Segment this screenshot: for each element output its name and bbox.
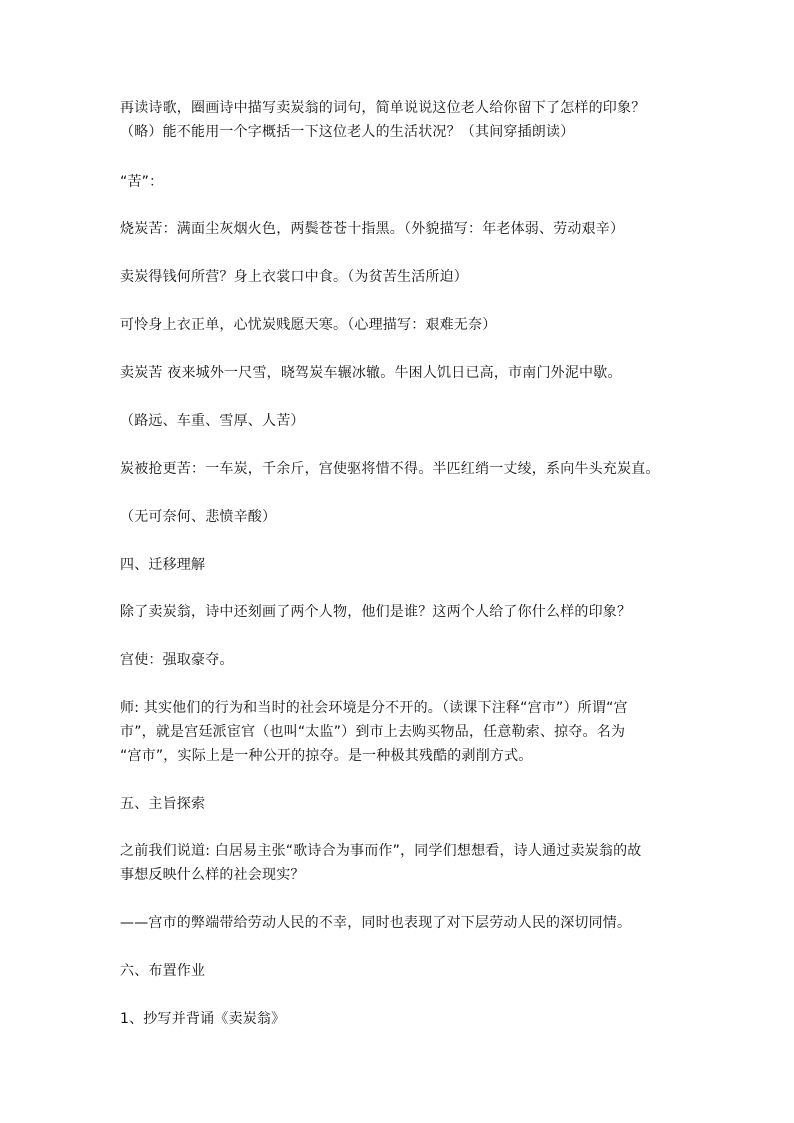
paragraph-luyuan-note: （路远、车重、雪厚、人苦） [120, 413, 305, 429]
paragraph-maitan-dechian: 卖炭得钱何所营？身上衣裳口中食。（为贫苦生活所迫） [120, 269, 468, 285]
paragraph-wuke-naihe: （无可奈何、悲愤辛酸） [120, 509, 277, 525]
paragraph-kelian-shenshang: 可怜身上衣正单，心忧炭贱愿天寒。（心理描写：艰难无奈） [120, 317, 497, 333]
homework-item-1: 1、抄写并背诵《卖炭翁》 [120, 1011, 286, 1027]
section-heading-5: 五、主旨探索 [120, 796, 206, 812]
paragraph-teacher-line-2: 市”，就是宫廷派宦官（也叫“太监”）到市上去购买物品，任意勒索、掠夺。名为 [120, 724, 626, 740]
paragraph-baijuyi-line-1: 之前我们说道: 白居易主张“歌诗合为事而作”，同学们想想看，诗人通过卖炭翁的故 [120, 843, 642, 859]
paragraph-maitan-ku: 卖炭苦 夜来城外一尺雪，晓驾炭车辗冰辙。牛困人饥日已高，市南门外泥中歇。 [120, 365, 622, 381]
paragraph-gongshi: 宫使：强取豪夺。 [120, 652, 234, 668]
paragraph-teacher-line-3: “宫市”，实际上是一种公开的掠夺。是一种极其残酷的剥削方式。 [120, 748, 533, 764]
paragraph-shaotan-ku: 烧炭苦：满面尘灰烟火色，两鬓苍苍十指黑。（外貌描写：年老体弱、劳动艰辛） [120, 221, 625, 237]
keyword-ku: “苦”： [120, 174, 164, 190]
paragraph-tan-beiqiang: 炭被抢更苦：一车炭，千余斤，宫使驱将惜不得。半匹红绡一丈绫，系向牛头充炭直。 [120, 461, 660, 477]
paragraph-reread-question: 再读诗歌，圈画诗中描写卖炭翁的词句，简单说说这位老人给你留下了怎样的印象？ [120, 100, 646, 116]
section-heading-4: 四、迁移理解 [120, 557, 206, 573]
section-heading-6: 六、布置作业 [120, 963, 206, 979]
paragraph-baijuyi-line-2: 事想反映什么样的社会现实？ [120, 867, 305, 883]
paragraph-summary-question: （略）能不能用一个字概括一下这位老人的生活状况？（其间穿插朗读） [120, 124, 575, 140]
paragraph-gongshi-bidian: ——宫市的弊端带给劳动人民的不幸，同时也表现了对下层劳动人民的深切同情。 [120, 915, 632, 931]
paragraph-teacher-line-1: 师: 其实他们的行为和当时的社会环境是分不开的。（读课下注释“宫市”）所谓“宫 [120, 700, 628, 716]
paragraph-two-characters: 除了卖炭翁，诗中还刻画了两个人物，他们是谁？这两个人给了你什么样的印象？ [120, 604, 632, 620]
